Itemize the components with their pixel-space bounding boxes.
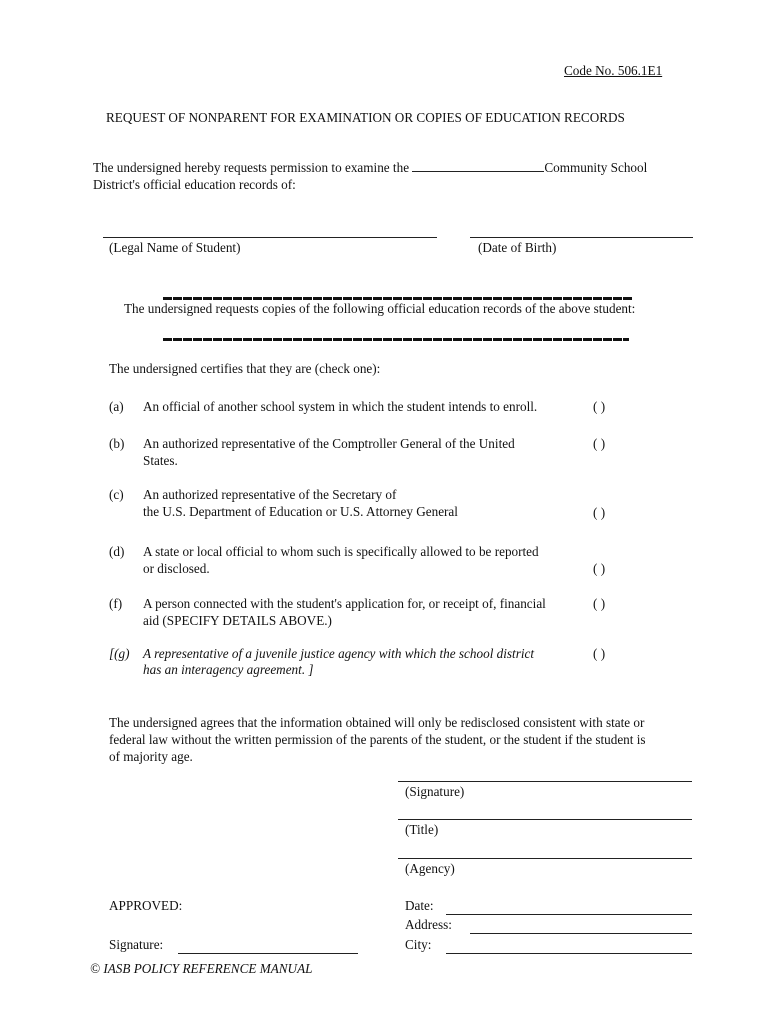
certify-intro: The undersigned certifies that they are (check one): bbox=[109, 361, 381, 376]
option-checkbox[interactable]: ( ) bbox=[593, 596, 606, 611]
form-title: REQUEST OF NONPARENT FOR EXAMINATION OR COPIES OF EDUCATION RECORDS bbox=[106, 110, 625, 125]
option-letter: (d) bbox=[109, 544, 125, 559]
records-line-bottom[interactable] bbox=[163, 338, 629, 341]
option-text-line-2: the U.S. Department of Education or U.S. Attorney General bbox=[143, 504, 458, 519]
student-name-label: (Legal Name of Student) bbox=[109, 240, 241, 255]
intro-end: Community School bbox=[544, 160, 648, 175]
option-checkbox[interactable]: ( ) bbox=[593, 399, 606, 414]
dob-label: (Date of Birth) bbox=[478, 240, 557, 255]
option-text-line-2: has an interagency agreement. ] bbox=[143, 662, 314, 677]
option-checkbox[interactable]: ( ) bbox=[593, 436, 606, 451]
agency-field[interactable] bbox=[398, 858, 692, 859]
approval-signature-label: Signature: bbox=[109, 937, 164, 952]
option-letter: (a) bbox=[109, 399, 124, 414]
records-line-top[interactable] bbox=[163, 297, 633, 300]
agreement-line-2: federal law without the written permission of the parents of the student, or the student if the student is bbox=[109, 732, 646, 747]
option-checkbox[interactable]: ( ) bbox=[593, 561, 606, 576]
approved-label: APPROVED: bbox=[109, 898, 183, 913]
agreement-line-1: The undersigned agrees that the information obtained will only be redisclosed consistent with state or bbox=[109, 715, 645, 730]
option-letter: [(g) bbox=[109, 646, 130, 661]
intro-line-1 bbox=[93, 160, 647, 176]
option-text-line-2: aid (SPECIFY DETAILS ABOVE.) bbox=[143, 613, 332, 628]
option-text-line-2: or disclosed. bbox=[143, 561, 210, 576]
approval-address-field[interactable] bbox=[470, 933, 692, 934]
copies-request-text: The undersigned requests copies of the following official education records of the above student: bbox=[124, 301, 636, 316]
option-text: A representative of a juvenile justice agency with which the school district bbox=[143, 646, 535, 661]
dob-field[interactable] bbox=[470, 237, 693, 238]
approval-address-label: Address: bbox=[405, 917, 452, 932]
approval-city-label: City: bbox=[405, 937, 432, 952]
district-blank[interactable] bbox=[412, 160, 544, 172]
option-letter: (c) bbox=[109, 487, 124, 502]
approval-date-label: Date: bbox=[405, 898, 434, 913]
option-checkbox[interactable]: ( ) bbox=[593, 505, 606, 520]
approval-date-field[interactable] bbox=[446, 914, 692, 915]
agency-label: (Agency) bbox=[405, 861, 455, 876]
option-text-line-2: States. bbox=[143, 453, 178, 468]
option-text: A state or local official to whom such is specifically allowed to be reported bbox=[143, 544, 539, 559]
student-name-field[interactable] bbox=[103, 237, 437, 238]
footer-copyright: © IASB POLICY REFERENCE MANUAL bbox=[90, 961, 313, 976]
approval-signature-field[interactable] bbox=[178, 953, 358, 954]
option-checkbox[interactable]: ( ) bbox=[593, 646, 606, 661]
agreement-line-3: of majority age. bbox=[109, 749, 193, 764]
signature-field[interactable] bbox=[398, 781, 692, 782]
option-text: An authorized representative of the Comptroller General of the United bbox=[143, 436, 515, 451]
title-field[interactable] bbox=[398, 819, 692, 820]
option-text: An official of another school system in which the student intends to enroll. bbox=[143, 399, 538, 414]
option-text: A person connected with the student's application for, or receipt of, financial bbox=[143, 596, 546, 611]
intro-line-2: District's official education records of: bbox=[93, 177, 296, 192]
option-text: An authorized representative of the Secretary of bbox=[143, 487, 397, 502]
option-letter: (f) bbox=[109, 596, 123, 611]
approval-city-field[interactable] bbox=[446, 953, 692, 954]
intro-start: The undersigned hereby requests permission to examine the bbox=[93, 160, 410, 175]
signature-label: (Signature) bbox=[405, 784, 465, 799]
option-letter: (b) bbox=[109, 436, 125, 451]
title-label: (Title) bbox=[405, 822, 439, 837]
code-number: Code No. 506.1E1 bbox=[564, 63, 663, 78]
